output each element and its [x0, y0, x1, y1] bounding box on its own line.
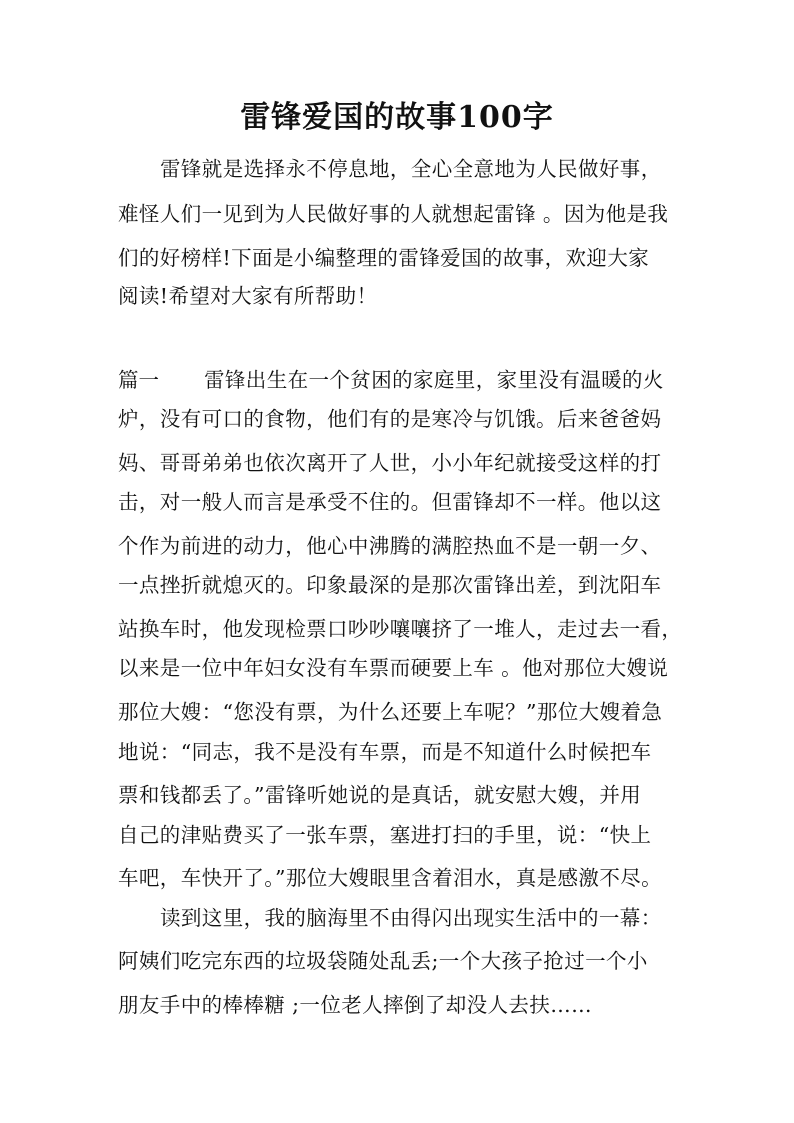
section-line-10: 地说：“同志，我不是没有车票，而是不知道什么时候把车 [118, 740, 652, 764]
section-line-3: 妈、哥哥弟弟也依次离开了人世，小小年纪就接受这样的打 [118, 451, 662, 475]
section-line-2: 炉，没有可口的食物，他们有的是寒冷与饥饿。后来爸爸妈 [118, 407, 662, 431]
intro-line-2: 难怪人们一见到为人民做好事的人就想起雷锋 。因为他是我 [118, 202, 669, 226]
section-line-12: 自己的津贴费买了一张车票，塞进打扫的手里，说：“快上 [118, 823, 652, 847]
section-line-11: 票和钱都丢了。”雷锋听她说的是真话，就安慰大嫂，并用 [118, 783, 642, 807]
section-label: 篇一 [118, 368, 159, 392]
section-line-9: 那位大嫂：“您没有票，为什么还要上车呢？”那位大嫂着急 [118, 700, 663, 724]
section-line-13: 车吧，车快开了。”那位大嫂眼里含着泪水，真是感激不尽。 [118, 866, 663, 890]
section-line-4: 击，对一般人而言是承受不住的。但雷锋却不一样。他以这 [118, 490, 662, 514]
section-line-5: 个作为前进的动力，他心中沸腾的满腔热血不是一朝一夕、 [118, 534, 662, 558]
section-line-7: 站换车时，他发现检票口吵吵嚷嚷挤了一堆人，走过去一看， [118, 617, 683, 641]
closing-line-1: 读到这里，我的脑海里不由得闪出现实生活中的一幕： [160, 906, 662, 930]
intro-line-4: 阅读!希望对大家有所帮助！ [118, 284, 378, 308]
intro-line-1: 雷锋就是选择永不停息地，全心全意地为人民做好事， [160, 157, 662, 181]
intro-line-3: 们的好榜样!下面是小编整理的雷锋爱国的故事，欢迎大家 [118, 246, 650, 270]
closing-line-3: 朋友手中的棒棒糖 ;一位老人摔倒了却没人去扶…… [118, 993, 593, 1017]
section-line-8: 以来是一位中年妇女没有车票而硬要上车 。他对那位大嫂说 [118, 656, 669, 680]
document-title: 雷锋爱国的故事100字 [240, 100, 554, 135]
closing-line-2: 阿姨们吃完东西的垃圾袋随处乱丢;一个大孩子抢过一个小 [118, 949, 648, 973]
section-line-6: 一点挫折就熄灭的。印象最深的是那次雷锋出差，到沈阳车 [118, 573, 662, 597]
section-line-1: 雷锋出生在一个贫困的家庭里，家里没有温暖的火 [204, 368, 664, 392]
